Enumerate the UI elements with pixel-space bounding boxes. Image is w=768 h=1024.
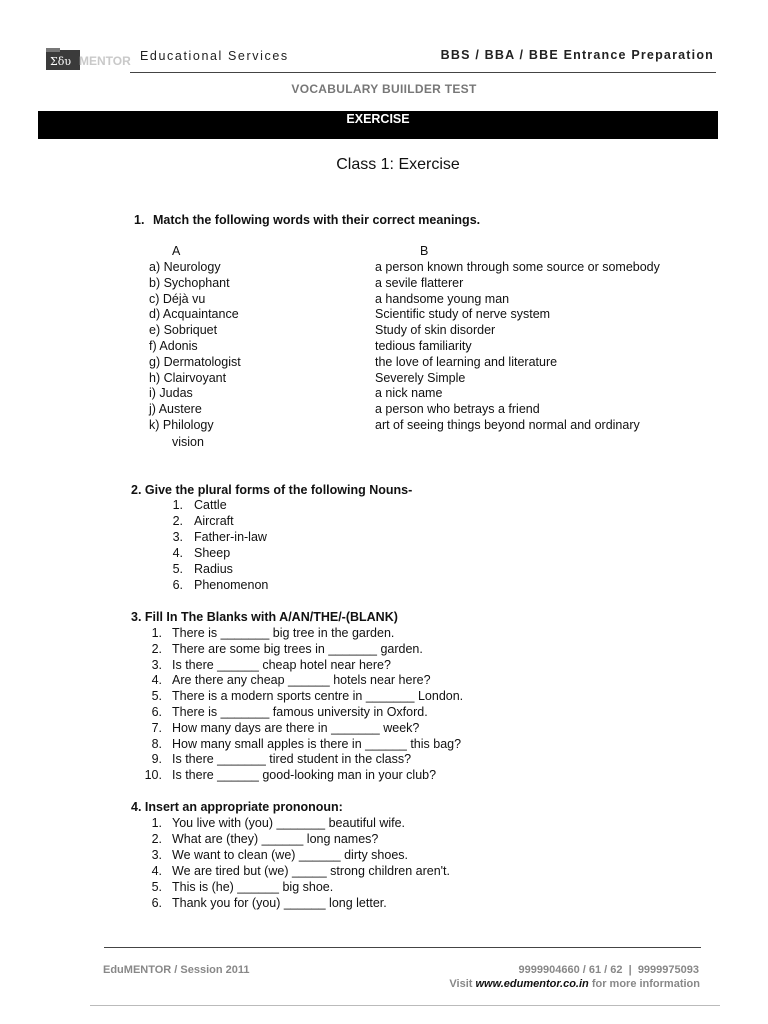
q4-item-number: 5. bbox=[151, 880, 162, 894]
q1-number: 1. bbox=[134, 213, 145, 227]
match-term: g) Dermatologist bbox=[149, 354, 241, 369]
q2-item-text: Father-in-law bbox=[194, 530, 267, 544]
match-term: j) Austere bbox=[149, 402, 202, 417]
match-meaning: Scientific study of nerve system bbox=[375, 307, 551, 322]
q3-item-text: Is there _______ tired student in the class? bbox=[172, 752, 412, 767]
q2-item-number: 1. bbox=[172, 498, 183, 512]
q3-item-number: 9. bbox=[151, 752, 162, 767]
match-meaning: a sevile flatterer bbox=[375, 275, 464, 290]
q4-item-number: 3. bbox=[151, 848, 162, 862]
match-meaning: a handsome young man bbox=[375, 291, 510, 306]
match-wrap-text: vision bbox=[172, 435, 204, 449]
test-title: VOCABULARY BUIILDER TEST bbox=[291, 82, 477, 96]
q3-item-number: 7. bbox=[151, 720, 162, 735]
match-meaning: tedious familiarity bbox=[375, 339, 472, 353]
footer-visit-prefix: Visit bbox=[449, 978, 476, 990]
q1-heading: Match the following words with their correct meanings. bbox=[153, 213, 481, 227]
match-term: b) Sychophant bbox=[149, 275, 230, 290]
q3-heading: 3. Fill In The Blanks with A/AN/THE/-(BLANK) bbox=[131, 610, 398, 624]
q3-item-number: 4. bbox=[151, 673, 162, 688]
q3-item-text: Are there any cheap ______ hotels near here? bbox=[172, 673, 431, 688]
match-term: f) Adonis bbox=[149, 339, 198, 353]
q4-item-text: You live with (you) _______ beautiful wife. bbox=[172, 816, 406, 830]
exercise-banner: EXERCISE bbox=[38, 111, 718, 139]
q4-item-number: 4. bbox=[151, 864, 162, 878]
q2-item-text: Phenomenon bbox=[194, 578, 269, 592]
match-meaning: the love of learning and literature bbox=[375, 354, 558, 369]
q4-item-text: We want to clean (we) ______ dirty shoes. bbox=[172, 848, 409, 862]
q4-item-text: We are tired but (we) _____ strong children aren't. bbox=[172, 864, 450, 878]
column-a-header: A bbox=[172, 244, 181, 258]
match-meaning: art of seeing things beyond normal and ordinary bbox=[375, 418, 640, 432]
q3-item-number: 5. bbox=[151, 689, 162, 704]
footer-session: EduMENTOR / Session 2011 bbox=[103, 964, 250, 976]
q2-item-text: Cattle bbox=[194, 498, 227, 512]
header-tagline: Educational Services bbox=[140, 49, 289, 63]
page-title: Class 1: Exercise bbox=[336, 156, 460, 173]
q2-item-number: 5. bbox=[172, 562, 183, 576]
match-term: h) Clairvoyant bbox=[149, 370, 227, 385]
q3-item-number: 1. bbox=[151, 626, 162, 640]
svg-text:MENTOR: MENTOR bbox=[79, 54, 131, 68]
q4-item-text: This is (he) ______ big shoe. bbox=[172, 880, 334, 894]
match-term: d) Acquaintance bbox=[149, 307, 239, 322]
footer-bottom-divider bbox=[90, 1005, 720, 1006]
match-meaning: a nick name bbox=[375, 386, 443, 401]
match-meaning: Study of skin disorder bbox=[375, 323, 496, 338]
q2-item-number: 4. bbox=[172, 546, 183, 560]
column-b-header: B bbox=[420, 244, 429, 258]
q2-item-number: 2. bbox=[172, 514, 183, 528]
q2-heading: 2. Give the plural forms of the following Nouns- bbox=[131, 483, 413, 497]
q3-item-text: There is a modern sports centre in _______ London. bbox=[172, 689, 464, 704]
q3-item-number: 2. bbox=[151, 641, 162, 656]
q3-item-text: There is _______ big tree in the garden. bbox=[172, 626, 395, 640]
footer-visit bbox=[449, 978, 700, 990]
q2-item-number: 3. bbox=[172, 530, 183, 544]
q3-item-text: Is there ______ cheap hotel near here? bbox=[172, 657, 391, 672]
q2-item-text: Sheep bbox=[194, 546, 231, 560]
match-meaning: a person known through some source or somebody bbox=[375, 260, 660, 274]
header-program: BBS / BBA / BBE Entrance Preparation bbox=[440, 48, 714, 62]
footer-url-link[interactable]: www.edumentor.co.in bbox=[475, 978, 589, 990]
q4-heading: 4. Insert an appropriate prononoun: bbox=[131, 800, 343, 814]
q3-item-number: 3. bbox=[151, 657, 162, 672]
edumentor-logo bbox=[46, 40, 146, 70]
q3-item-text: Is there ______ good-looking man in your club? bbox=[172, 768, 437, 783]
q2-item-text: Aircraft bbox=[194, 514, 234, 528]
q4-item-text: What are (they) ______ long names? bbox=[172, 832, 379, 846]
match-term: i) Judas bbox=[149, 386, 193, 401]
svg-text:Σδυ: Σδυ bbox=[50, 55, 72, 68]
q3-item-number: 6. bbox=[151, 705, 162, 719]
match-meaning: a person who betrays a friend bbox=[375, 402, 540, 417]
q2-item-number: 6. bbox=[172, 578, 183, 592]
q2-item-text: Radius bbox=[194, 562, 233, 576]
footer-visit-suffix: for more information bbox=[588, 978, 700, 990]
q3-item-text: How many days are there in _______ week? bbox=[172, 720, 420, 735]
match-meaning: Severely Simple bbox=[375, 370, 466, 385]
q4-item-number: 1. bbox=[151, 816, 162, 830]
header-divider bbox=[130, 72, 716, 73]
match-term: c) Déjà vu bbox=[149, 291, 206, 306]
q3-item-text: There is _______ famous university in Oxford. bbox=[172, 705, 428, 719]
q4-item-number: 2. bbox=[151, 832, 162, 846]
match-term: a) Neurology bbox=[149, 260, 221, 274]
q3-item-text: How many small apples is there in ______ this bag? bbox=[172, 736, 462, 751]
q3-item-text: There are some big trees in _______ garden. bbox=[172, 641, 423, 656]
q4-item-text: Thank you for (you) ______ long letter. bbox=[172, 896, 387, 910]
match-term: e) Sobriquet bbox=[149, 323, 218, 338]
match-term: k) Philology bbox=[149, 418, 214, 432]
footer-phone: 9999904660 / 61 / 62 | 9999975093 bbox=[518, 964, 699, 976]
q4-item-number: 6. bbox=[151, 896, 162, 910]
footer-divider bbox=[104, 947, 701, 948]
q3-item-number: 8. bbox=[151, 736, 162, 751]
q3-item-number: 10. bbox=[144, 768, 162, 783]
